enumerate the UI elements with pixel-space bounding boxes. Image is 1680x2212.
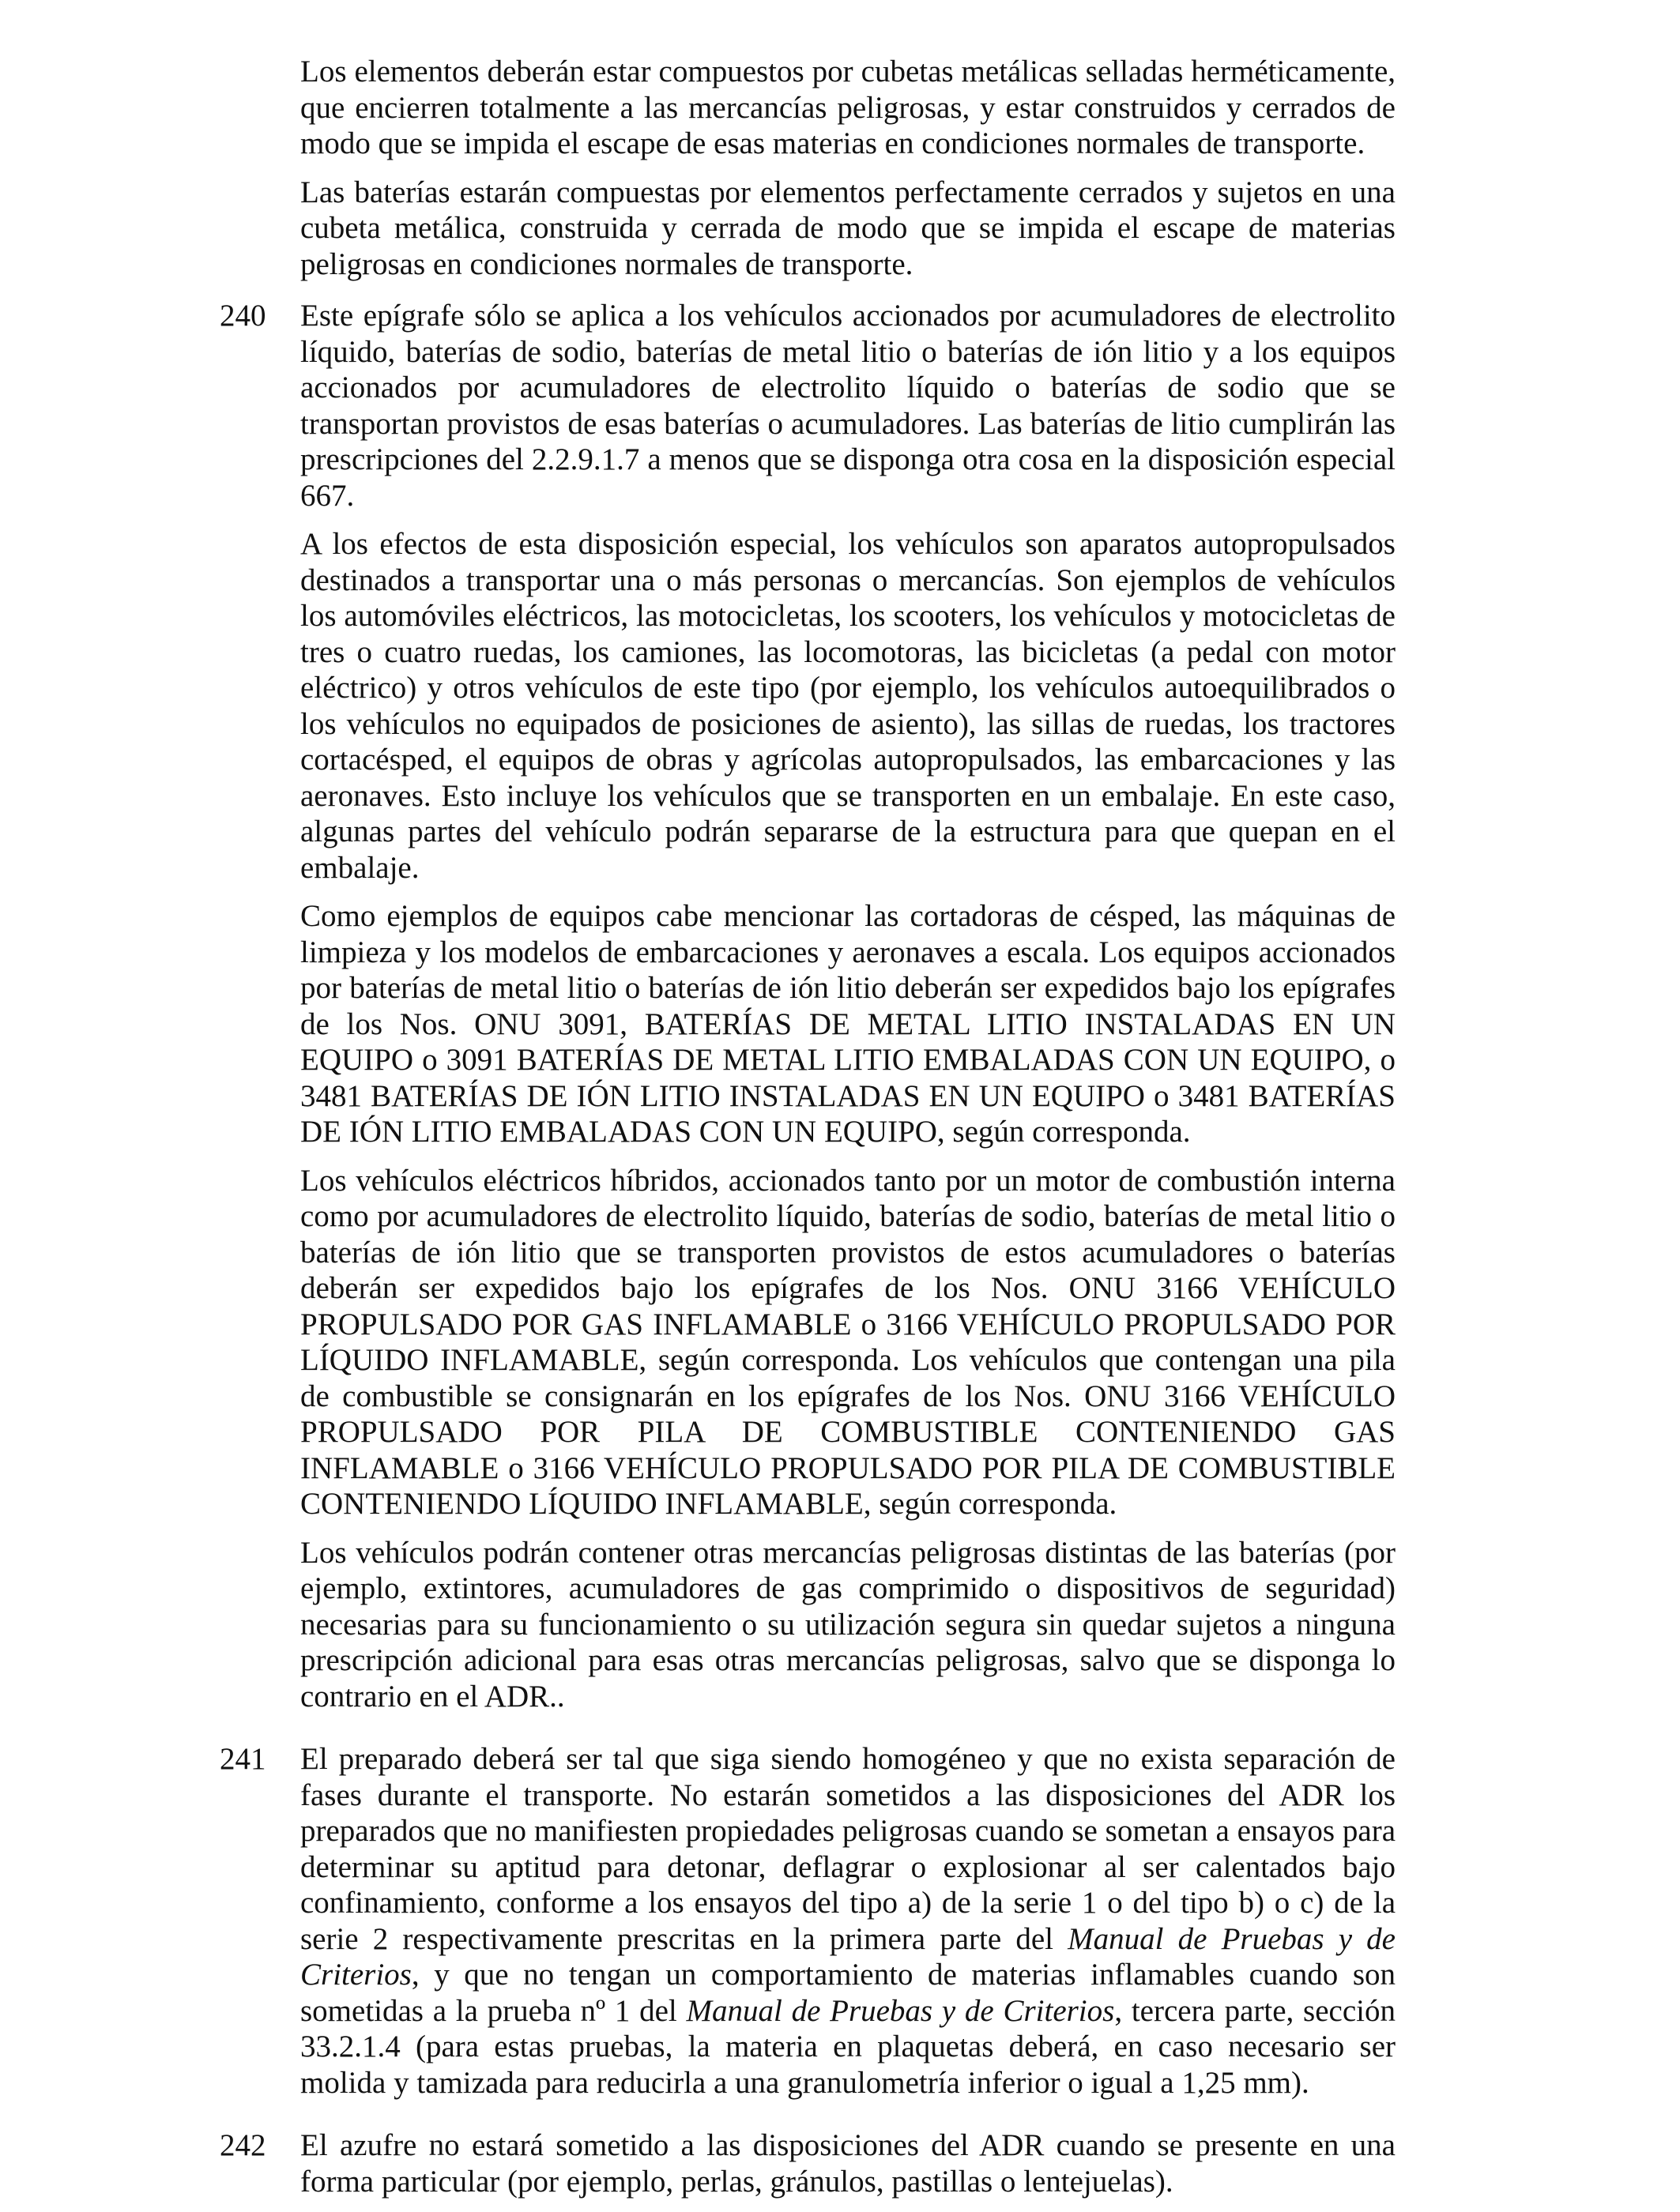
paragraph: El azufre no estará sometido a las disposiciones del ADR cuando se presente en una forma particular (por ejemplo, perlas, gránulos, pastillas o lentejuelas). [300,2128,1396,2199]
manual-title: Manual de Pruebas y de Criterios [686,1993,1115,2028]
entry-240 [220,298,1396,1714]
paragraph: Los vehículos eléctricos híbridos, accionados tanto por un motor de combustión interna como por acumuladores de electrolito líquido, baterías de sodio, baterías de metal litio o baterías de ión litio que se transporten provistos de estos acumuladores o baterías deberán ser expedidos bajo los epígrafes de los Nos. ONU 3166 VEHÍCULO PROPULSADO POR GAS INFLAMABLE o 3166 VEHÍCULO PROPULSADO POR LÍQUIDO INFLAMABLE, según corresponda. Los vehículos que contengan una pila de combustible se consignarán en los epígrafes de los Nos. ONU 3166 VEHÍCULO PROPULSADO POR PILA DE COMBUSTIBLE CONTENIENDO GAS INFLAMABLE o 3166 VEHÍCULO PROPULSADO POR PILA DE COMBUSTIBLE CONTENIENDO LÍQUIDO INFLAMABLE, según corresponda. [300,1163,1396,1521]
entry-number: 242 [220,2128,266,2162]
paragraph: Los vehículos podrán contener otras mercancías peligrosas distintas de las baterías (por ejemplo, extintores, acumuladores de gas comprimido o dispositivos de seguridad) necesarias para su funcionamiento o su utilización segura sin quedar sujetos a ninguna prescripción adicional para esas otras mercancías peligrosas, salvo que se disponga lo contrario en el ADR.. [300,1535,1396,1714]
entry-242 [220,2127,1396,2199]
entry-number: 241 [220,1742,266,1776]
paragraph: Las baterías estarán compuestas por elementos perfectamente cerrados y sujetos en una cubeta metálica, construida y cerrada de modo que se impida el escape de materias peligrosas en condiciones normales de transporte. [300,175,1396,281]
paragraph: A los efectos de esta disposición especial, los vehículos son aparatos autopropulsados destinados a transportar una o más personas o mercancías. Son ejemplos de vehículos los automóviles eléctricos, las motocicletas, los scooters, los vehículos y motocicletas de tres o cuatro ruedas, los camiones, las locomotoras, las bicicletas (a pedal con motor eléctrico) y otros vehículos de este tipo (por ejemplo, los vehículos autoequilibrados o los vehículos no equipados de posiciones de asiento), las sillas de ruedas, los tractores cortacésped, el equipos de obras y agrícolas autopropulsados, las embarcaciones y las aeronaves. Esto incluye los vehículos que se transporten en un embalaje. En este caso, algunas partes del vehículo podrán separarse de la estructura para que quepan en el embalaje. [300,527,1396,885]
text-run: , tercera parte, sección 33.2.1.4 (para estas pruebas, la materia en plaquetas deberá, en caso necesario ser molida y tamizada para reducirla a una granulometría inferior o igual a 1,25 mm). [300,1993,1396,2100]
manual-title: Manual de Pruebas y de Criterios [300,1921,1396,1992]
paragraph: Los elementos deberán estar compuestos por cubetas metálicas selladas herméticamente, que encierren totalmente a las mercancías peligrosas, y estar construidos y cerrados de modo que se impida el escape de esas materias en condiciones normales de transporte. [300,55,1396,160]
text-run: , y que no tengan un comportamiento de materias inflamables cuando son sometidas a la prueba nº 1 del [300,1958,1396,2028]
document-body [220,54,1396,2212]
paragraph: Este epígrafe sólo se aplica a los vehículos accionados por acumuladores de electrolito líquido, baterías de sodio, baterías de metal litio o baterías de ión litio y a los equipos accionados por acumuladores de electrolito líquido o baterías de sodio que se transportan provistos de esas baterías o acumuladores. Las baterías de litio cumplirán las prescripciones del 2.2.9.1.7 a menos que se disponga otra cosa en la disposición especial 667. [300,299,1396,513]
text-run: El preparado deberá ser tal que siga siendo homogéneo y que no exista separación de fases durante el transporte. No estarán sometidos a las disposiciones del ADR los preparados que no manifiesten propiedades peligrosas cuando se sometan a ensayos para determinar su aptitud para detonar, deflagrar o explosionar al ser calentados bajo confinamiento, conforme a los ensayos del tipo a) de la serie 1 o del tipo b) o c) de la serie 2 respectivamente prescritas en la primera parte del [300,1742,1396,1956]
paragraph: Como ejemplos de equipos cabe mencionar las cortadoras de césped, las máquinas de limpieza y los modelos de embarcaciones y aeronaves a escala. Los equipos accionados por baterías de metal litio o baterías de ión litio deberán ser expedidos bajo los epígrafes de los Nos. ONU 3091, BATERÍAS DE METAL LITIO INSTALADAS EN UN EQUIPO o 3091 BATERÍAS DE METAL LITIO EMBALADAS CON UN EQUIPO, o 3481 BATERÍAS DE IÓN LITIO INSTALADAS EN UN EQUIPO o 3481 BATERÍAS DE IÓN LITIO EMBALADAS CON UN EQUIPO, según corresponda. [300,899,1396,1149]
entry-number: 240 [220,299,266,333]
paragraph [300,1741,1396,2101]
entry-241 [220,1741,1396,2101]
